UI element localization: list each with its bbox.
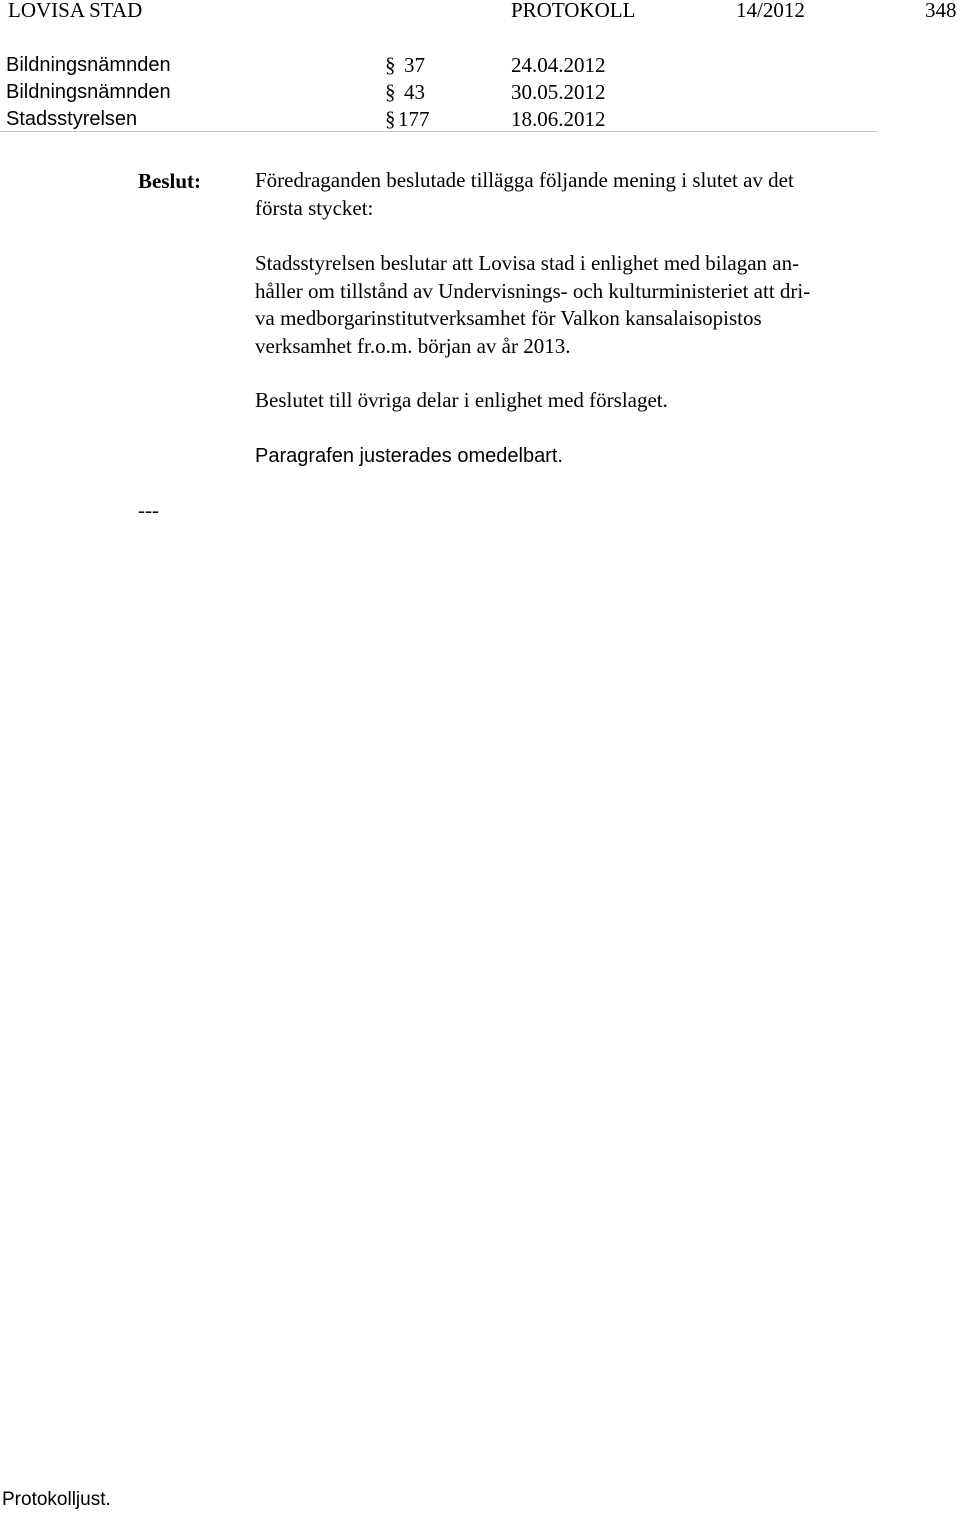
document-type: PROTOKOLL (511, 0, 636, 22)
section-sign: § (385, 53, 396, 77)
section-sign: § (385, 80, 396, 104)
section-separator: --- (138, 498, 159, 522)
reference-section: 43 (404, 80, 425, 104)
page-number: 348 (925, 0, 957, 22)
reference-date: 30.05.2012 (511, 80, 606, 104)
reference-date: 24.04.2012 (511, 53, 606, 77)
intro-line: Föredraganden beslutade tillägga följande mening i slutet av det (255, 168, 794, 192)
added-line: håller om tillstånd av Undervisnings- och kulturministeriet att dri- (255, 278, 811, 303)
decision-intro (255, 167, 794, 222)
added-line: Stadsstyrelsen beslutar att Lovisa stad i enlighet med bilagan an- (255, 251, 800, 275)
organization-name: LOVISA STAD (8, 0, 143, 22)
added-line: verksamhet fr.o.m. början av år 2013. (255, 333, 571, 358)
section-sign: § (385, 107, 396, 131)
reference-body: Bildningsnämnden (6, 54, 171, 76)
reference-body: Bildningsnämnden (6, 81, 171, 103)
decision-approval: Paragrafen justerades omedelbart. (255, 445, 563, 467)
footer-label: Protokolljust. (2, 1489, 111, 1510)
protocol-number: 14/2012 (736, 0, 805, 22)
header-divider (0, 131, 877, 132)
added-sentence (255, 250, 810, 360)
reference-date: 18.06.2012 (511, 107, 606, 131)
decision-label: Beslut: (138, 169, 201, 193)
reference-section: 177 (398, 107, 430, 131)
reference-section: 37 (404, 53, 425, 77)
reference-body: Stadsstyrelsen (6, 108, 138, 130)
intro-line: första stycket: (255, 195, 374, 220)
decision-remaining: Beslutet till övriga delar i enlighet med förslaget. (255, 388, 668, 412)
added-line: va medborgarinstitutverksamhet för Valkon kansalaisopistos (255, 306, 762, 330)
